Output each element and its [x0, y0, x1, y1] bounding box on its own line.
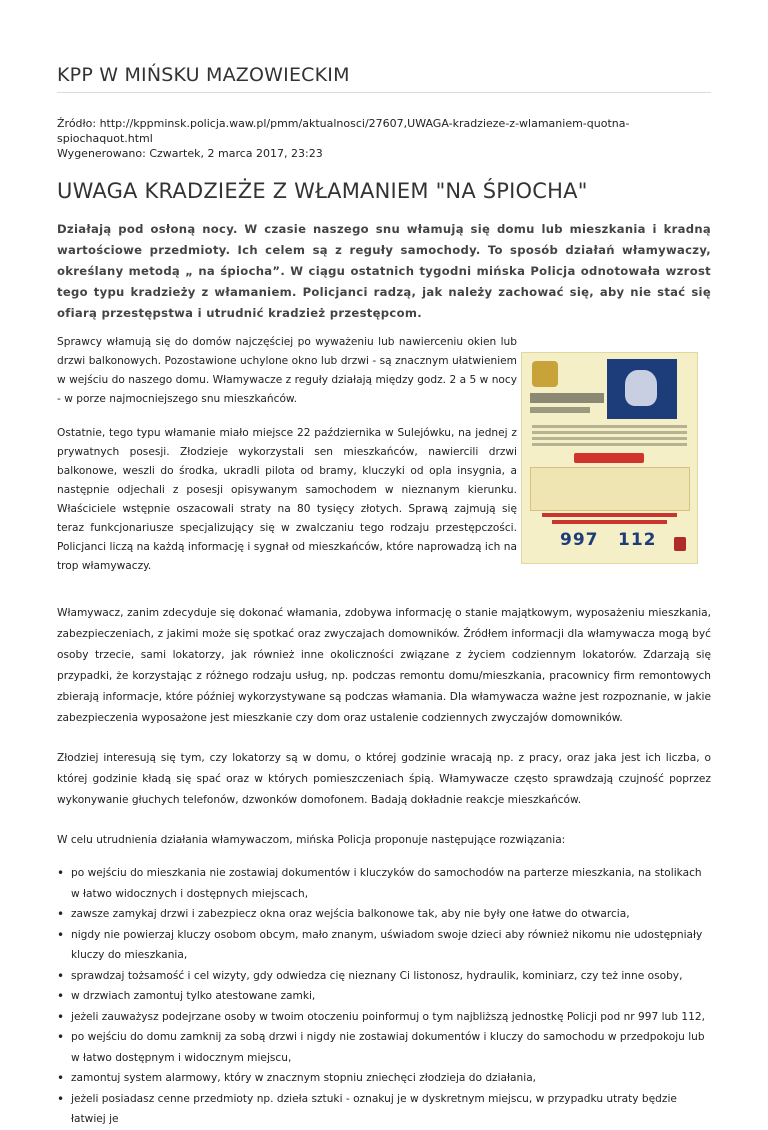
list-item: • jeżeli posiadasz cenne przedmioty np. dzieła sztuki - oznakuj je w dyskretnym miejscu, w przypadku utraty będzie łatwiej je — [57, 1089, 711, 1130]
poster-banner — [574, 453, 644, 463]
list-item: • sprawdzaj tożsamość i cel wizyty, gdy odwiedza cię nieznany Ci listonosz, hydraulik, kominiarz, czy też inne osoby, — [57, 966, 711, 987]
paragraph: Włamywacz, zanim zdecyduje się dokonać włamania, zdobywa informację o stanie majątkowym, wyposażeniu mieszkania, zabezpieczeniach, z jakimi może się spotkać oraz zwyczajach domowników. Źródłem informacji dla włamywacza mogą być osoby trzecie, sami lokatorzy, jak również inne okoliczności związane z życiem codziennym lokatorów. Zdarzają się przypadki, że korzystając z różnego rodzaju usług, np. podczas remontu domu/mieszkania, pracownicy firm remontowych zbierają informacje, które później wykorzystywane są podczas włamania. Dla włamywacza ważne jest rozpoznanie, w jakie zabezpieczenia wyposażone jest mieszkanie czy dom oraz ustalenie codziennych zwyczajów domowników. — [57, 607, 711, 724]
poster-heading — [530, 393, 604, 403]
paragraph: Sprawcy włamują się do domów najczęściej po wyważeniu lub nawierceniu okien lub drzwi balkonowych. Pozostawione uchylone okno lub drzwi - są znacznym ułatwieniem w wejściu do naszego domu. Włamywacze z reguły działają między godz. 2 a 5 w nocy - w porze najmocniejszego snu mieszkańców. — [57, 336, 517, 405]
generated-line: Wygenerowano: Czwartek, 2 marca 2017, 23:23 — [57, 147, 323, 160]
list-item: • po wejściu do domu zamknij za sobą drzwi i nigdy nie zostawiaj dokumentów i kluczy do samochodu w przedpokoju lub w łatwo dostępnym i widocznym miejscu, — [57, 1027, 711, 1068]
list-item: • zawsze zamykaj drzwi i zabezpiecz okna oraz wejścia balkonowe tak, aby nie były one łatwe do otwarcia, — [57, 904, 711, 925]
poster-number-997: 997 — [560, 530, 599, 550]
title-divider — [57, 92, 711, 93]
poster-number-112: 112 — [618, 530, 657, 550]
list-item: • zamontuj system alarmowy, który w znacznym stopniu zniechęci złodzieja do działania, — [57, 1068, 711, 1089]
list-item: • po wejściu do mieszkania nie zostawiaj dokumentów i kluczyków do samochodów na parterze mieszkania, na stolikach w łatwo widocznych i dostępnych miejscach, — [57, 863, 711, 904]
poster-subheading — [530, 407, 590, 413]
poster-text-lines — [532, 425, 687, 449]
list-item: • jeżeli zauważysz podejrzane osoby w twoim otoczeniu poinformuj o tym najbliższą jednostkę Policji pod nr 997 lub 112, — [57, 1007, 711, 1028]
list-item: • nigdy nie powierzaj kluczy osobom obcym, mało znanym, uświadom swoje dzieci aby również nikomu nie udostępniały kluczy do mieszkania, — [57, 925, 711, 966]
poster-text-box — [530, 467, 690, 511]
paragraph: W celu utrudnienia działania włamywaczom, mińska Policja proponuje następujące rozwiązania: — [57, 834, 566, 846]
intro-block — [57, 333, 711, 603]
document-meta — [57, 116, 711, 161]
police-badge-icon — [674, 537, 686, 551]
list-item: • w drzwiach zamontuj tylko atestowane zamki, — [57, 986, 711, 1007]
police-poster-image — [521, 352, 698, 564]
site-title: KPP W MIŃSKU MAZOWIECKIM — [57, 64, 350, 86]
article-title: UWAGA KRADZIEŻE Z WŁAMANIEM "NA ŚPIOCHA" — [57, 179, 588, 203]
tips-list — [57, 863, 711, 1130]
article-lead: Działają pod osłoną nocy. W czasie naszego snu włamują się domu lub mieszkania i kradną wartościowe przedmioty. Ich celem są z reguły samochody. To sposób działań włamywaczy, określany metodą „ na śpiocha”. W ciągu ostatnich tygodni mińska Policja odnotowała wzrost tego typu kradzieży z włamaniem. Policjanci radzą, jak należy zachować się, aby nie stać się ofiarą przestępstwa i utrudnić kradzież przestępcom. — [57, 222, 711, 320]
intro-text — [57, 333, 517, 576]
paragraph: Ostatnie, tego typu włamanie miało miejsce 22 października w Sulejówku, na jednej z prywatnych posesji. Złodzieje wykorzystali sen mieszkańców, nawiercili drzwi balkonowe, weszli do środka, ukradli pilota od bramy, kluczyki od opla insygnia, a następnie odjechali z posesji opisywanym samochodem w nieznanym kierunku. Właściciele wstępnie oszacowali straty na 80 tysięcy złotych. Sprawą zajmują się teraz funkcjonariusze specjalizujący się w zwalczaniu tego rodzaju przestępczości. Policjanci liczą na każdą informację i sygnał od mieszkańców, które naprowadzą ich na trop włamywaczy. — [57, 427, 517, 572]
article-body — [57, 603, 711, 851]
source-line: Źródło: http://kppminsk.policja.waw.pl/pmm/aktualnosci/27607,UWAGA-kradzieze-z-wlamaniem-quotna-spiochaquot.html — [57, 117, 630, 145]
poster-red-text — [552, 520, 667, 524]
paragraph: Złodziej interesują się tym, czy lokatorzy są w domu, o której godzinie wracają np. z pracy, oraz jaka jest ich liczba, o której godzinie kładą się spać oraz w których pomieszczeniach śpią. Włamywacze często sprawdzają czujność poprzez wykonywanie głuchych telefonów, dzwonków domofonem. Badają dokładnie reakcje mieszkańców. — [57, 752, 711, 806]
poster-red-text — [542, 513, 677, 517]
poster-eye-graphic — [625, 370, 657, 406]
police-emblem-icon — [532, 361, 558, 387]
